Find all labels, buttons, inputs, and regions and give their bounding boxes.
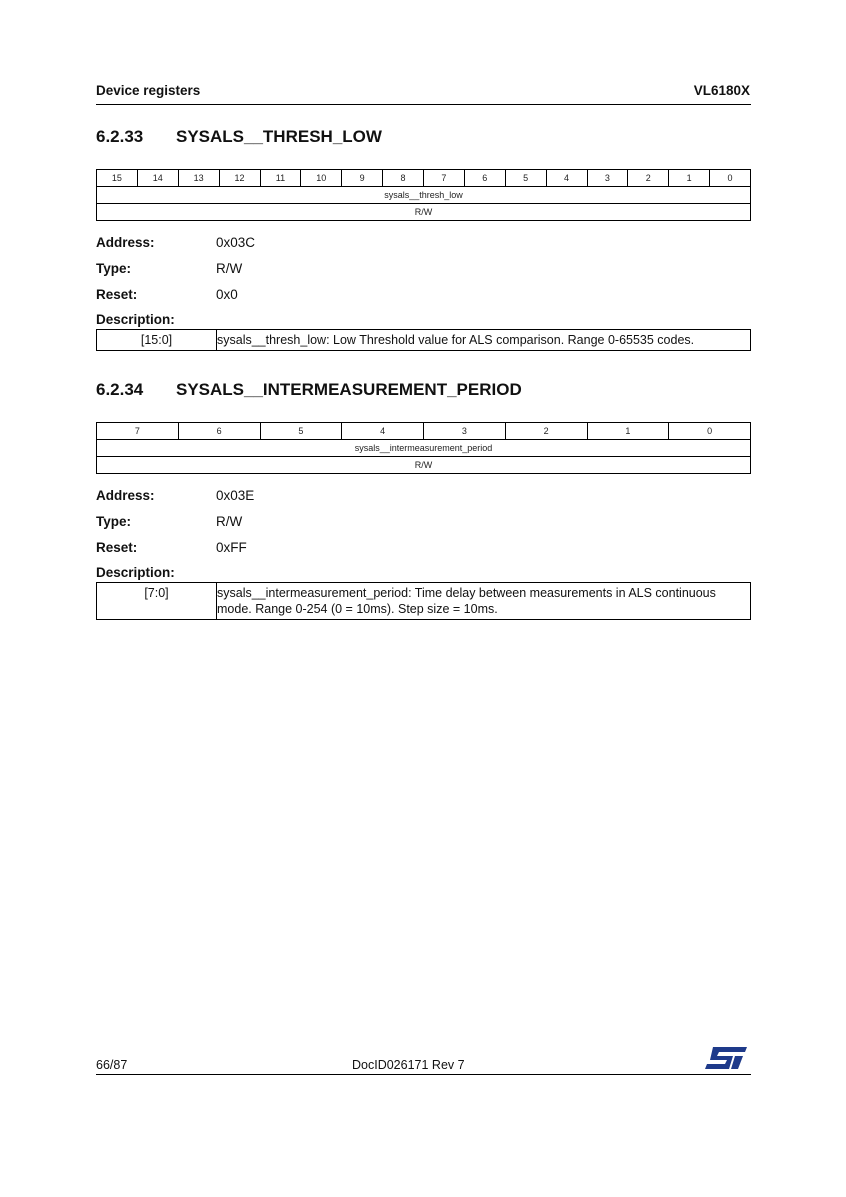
reset-value: 0x0: [216, 287, 238, 302]
register-bit-table: [96, 169, 751, 221]
bit-number-cell: 1: [669, 170, 710, 187]
type-label: Type:: [96, 514, 132, 529]
address-row: [96, 488, 254, 503]
section-number: 6.2.34: [96, 380, 144, 399]
description-label: Description:: [96, 565, 175, 580]
type-label: Type:: [96, 261, 132, 276]
bit-number-cell: 12: [219, 170, 260, 187]
address-label: Address:: [96, 235, 155, 250]
section-title: SYSALS__INTERMEASUREMENT_PERIOD: [176, 380, 522, 399]
bit-number-cell: 6: [464, 170, 505, 187]
header-divider: [96, 104, 751, 105]
bit-number-cell: 5: [505, 170, 546, 187]
bit-number-cell: 5: [260, 423, 342, 440]
header-part-number: VL6180X: [693, 83, 750, 98]
bit-number-cell: 6: [178, 423, 260, 440]
description-text: sysals__intermeasurement_period: Time delay between measurements in ALS continuous mode. Range 0-254 (0 = 10ms). Step size = 10ms.: [217, 583, 751, 620]
bit-number-cell: 8: [383, 170, 424, 187]
description-text: sysals__thresh_low: Low Threshold value for ALS comparison. Range 0-65535 codes.: [217, 330, 751, 351]
bit-number-cell: 9: [342, 170, 383, 187]
address-row: [96, 235, 255, 250]
access-cell: R/W: [97, 457, 751, 474]
bit-number-cell: 2: [628, 170, 669, 187]
type-row: [96, 514, 242, 529]
bit-number-cell: 10: [301, 170, 342, 187]
type-value: R/W: [216, 261, 243, 276]
address-value: 0x03E: [216, 488, 255, 503]
description-row: [97, 330, 751, 351]
field-name-cell: sysals__thresh_low: [97, 187, 751, 204]
section-heading-intermeasurement-period: [96, 380, 522, 400]
section-number: 6.2.33: [96, 127, 144, 146]
bit-number-cell: 0: [710, 170, 751, 187]
description-label: Description:: [96, 312, 175, 327]
description-table: [96, 329, 751, 351]
bit-number-cell: 14: [137, 170, 178, 187]
bit-number-cell: 2: [505, 423, 587, 440]
reset-value: 0xFF: [216, 540, 247, 555]
register-bit-table: [96, 422, 751, 474]
reset-label: Reset:: [96, 540, 138, 555]
bit-number-cell: 11: [260, 170, 301, 187]
bit-number-cell: 7: [97, 423, 179, 440]
bit-number-cell: 0: [669, 423, 751, 440]
reset-row: [96, 540, 247, 555]
st-logo-icon: [705, 1047, 747, 1069]
bit-number-cell: 3: [424, 423, 506, 440]
access-cell: R/W: [97, 204, 751, 221]
reset-row: [96, 287, 238, 302]
bit-number-cell: 15: [97, 170, 138, 187]
address-value: 0x03C: [216, 235, 256, 250]
bit-number-cell: 3: [587, 170, 628, 187]
section-heading-thresh-low: [96, 127, 382, 147]
type-row: [96, 261, 242, 276]
bit-number-cell: 7: [424, 170, 465, 187]
footer-divider: [96, 1074, 751, 1075]
bit-number-cell: 1: [587, 423, 669, 440]
description-bits: [15:0]: [97, 330, 217, 351]
field-name-cell: sysals__intermeasurement_period: [97, 440, 751, 457]
bit-number-cell: 4: [546, 170, 587, 187]
bit-number-cell: 4: [342, 423, 424, 440]
bit-number-row: [97, 170, 751, 187]
description-table: [96, 582, 751, 620]
header-section-title: Device registers: [96, 83, 201, 98]
reset-label: Reset:: [96, 287, 138, 302]
type-value: R/W: [216, 514, 243, 529]
doc-id: DocID026171 Rev 7: [352, 1058, 465, 1072]
address-label: Address:: [96, 488, 155, 503]
description-row: [97, 583, 751, 620]
bit-number-row: [97, 423, 751, 440]
section-title: SYSALS__THRESH_LOW: [176, 127, 382, 146]
description-bits: [7:0]: [97, 583, 217, 620]
page-number: 66/87: [96, 1058, 128, 1072]
bit-number-cell: 13: [178, 170, 219, 187]
